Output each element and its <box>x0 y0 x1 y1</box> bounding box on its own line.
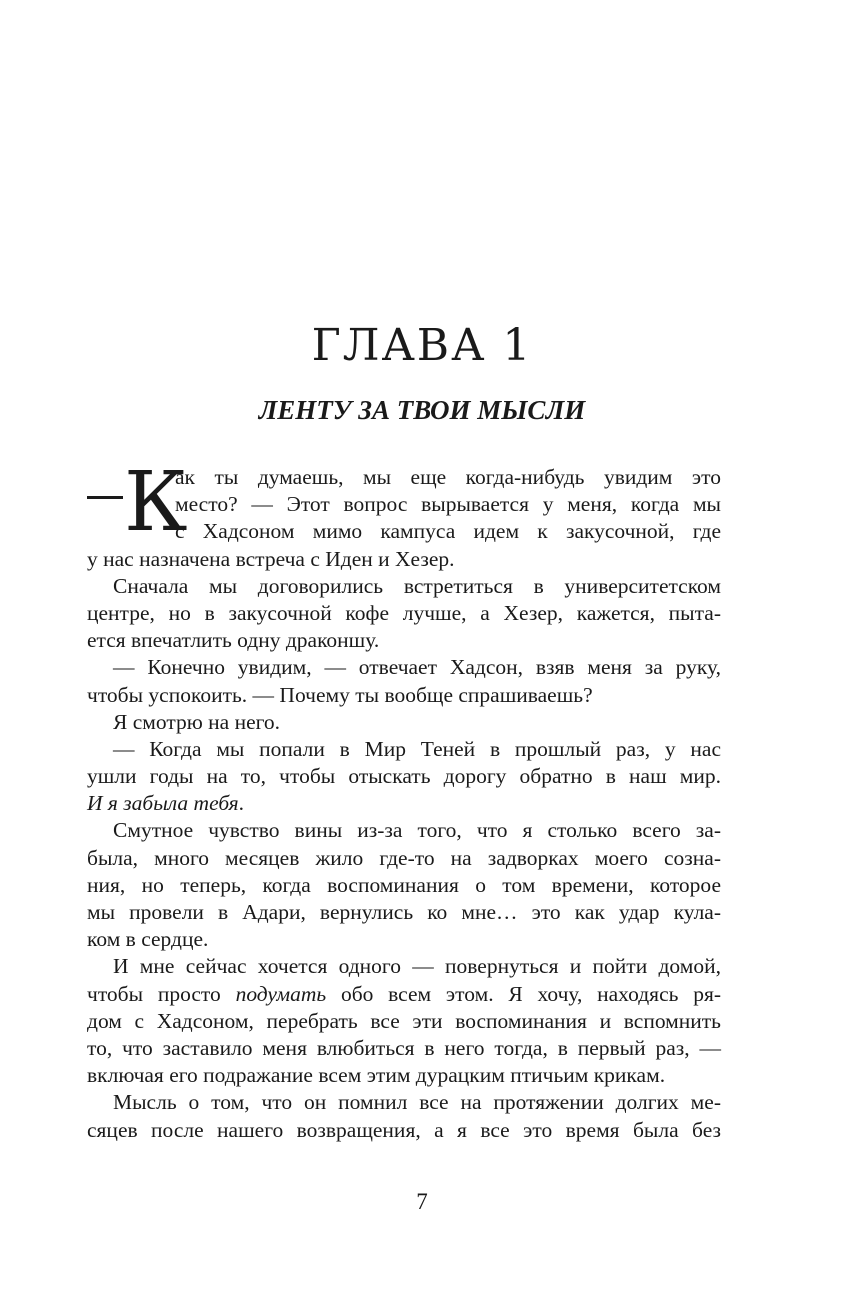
paragraph-5 <box>87 736 721 818</box>
text-line: И мне сейчас хочется одного — повернуться и пойти домой, <box>113 954 721 979</box>
text-line: ется впечатлить одну драконшу. <box>87 628 380 653</box>
text-line <box>87 790 721 817</box>
paragraph-8 <box>87 1089 721 1143</box>
chapter-body <box>87 455 721 1144</box>
text-line: — Когда мы попали в Мир Теней в прошлый раз, у нас <box>113 736 721 761</box>
chapter-subtitle: ЛЕНТУ ЗА ТВОИ МЫСЛИ <box>258 395 586 425</box>
text-fragment: чтобы просто <box>87 981 236 1006</box>
drop-cap-letter: К <box>124 455 188 550</box>
drop-cap <box>87 455 188 550</box>
text-line: — Конечно увидим, — отвечает Хадсон, взяв меня за руку, <box>113 655 721 680</box>
text-line: Мысль о том, что он помнил все на протяжении долгих ме- <box>113 1090 721 1115</box>
text-line: ушли годы на то, чтобы отыскать дорогу обратно в наш мир. <box>87 764 721 789</box>
paragraph-3 <box>87 654 721 708</box>
paragraph-6 <box>87 817 721 953</box>
text-line: то, что заставило меня влюбиться в него тогда, в первый раз, — <box>87 1035 721 1060</box>
chapter-title: ГЛАВА 1 <box>311 320 533 371</box>
text-line: у нас назначена встреча с Иден и Хезер. <box>87 546 455 571</box>
text-line: была, много месяцев жило где-то на задворках моего созна- <box>87 845 721 870</box>
text-line: Смутное чувство вины из-за того, что я столько всего за- <box>113 818 721 843</box>
paragraph-4 <box>87 709 721 736</box>
drop-cap-dash <box>87 496 123 499</box>
text-line: ния, но теперь, когда воспоминания о том времени, которое <box>87 872 721 897</box>
text-line: чтобы успокоить. — Почему ты вообще спрашиваешь? <box>87 682 593 707</box>
text-fragment: . <box>238 791 244 816</box>
text-line: мы провели в Адари, вернулись ко мне… это как удар кула- <box>87 900 721 924</box>
text-line: центре, но в закусочной кофе лучше, а Хезер, кажется, пыта- <box>87 600 721 625</box>
paragraph-2 <box>87 573 721 655</box>
text-line <box>87 981 721 1008</box>
text-line: Сначала мы договорились встретиться в университетском <box>113 573 721 598</box>
text-line: Я смотрю на него. <box>113 709 281 734</box>
italic-text: подумать <box>235 981 327 1006</box>
text-line: ком в сердце. <box>87 927 209 952</box>
text-fragment: обо всем этом. Я хочу, находясь ря- <box>326 981 721 1006</box>
text-line: место? — Этот вопрос вырывается у меня, когда мы <box>175 492 721 517</box>
text-line: включая его подражание всем этим дурацким птичьим крикам. <box>87 1063 666 1088</box>
text-line: с Хадсоном мимо кампуса идем к закусочной, где <box>175 519 721 544</box>
text-line: дом с Хадсоном, перебрать все эти воспоминания и вспомнить <box>87 1008 721 1033</box>
paragraph-7 <box>87 953 721 1089</box>
text-line: сяцев после нашего возвращения, а я все это время была без <box>87 1117 721 1142</box>
page-number: 7 <box>416 1189 428 1214</box>
italic-text: И я забыла тебя <box>87 791 239 816</box>
text-line: ак ты думаешь, мы еще когда-нибудь увидим это <box>175 465 721 489</box>
